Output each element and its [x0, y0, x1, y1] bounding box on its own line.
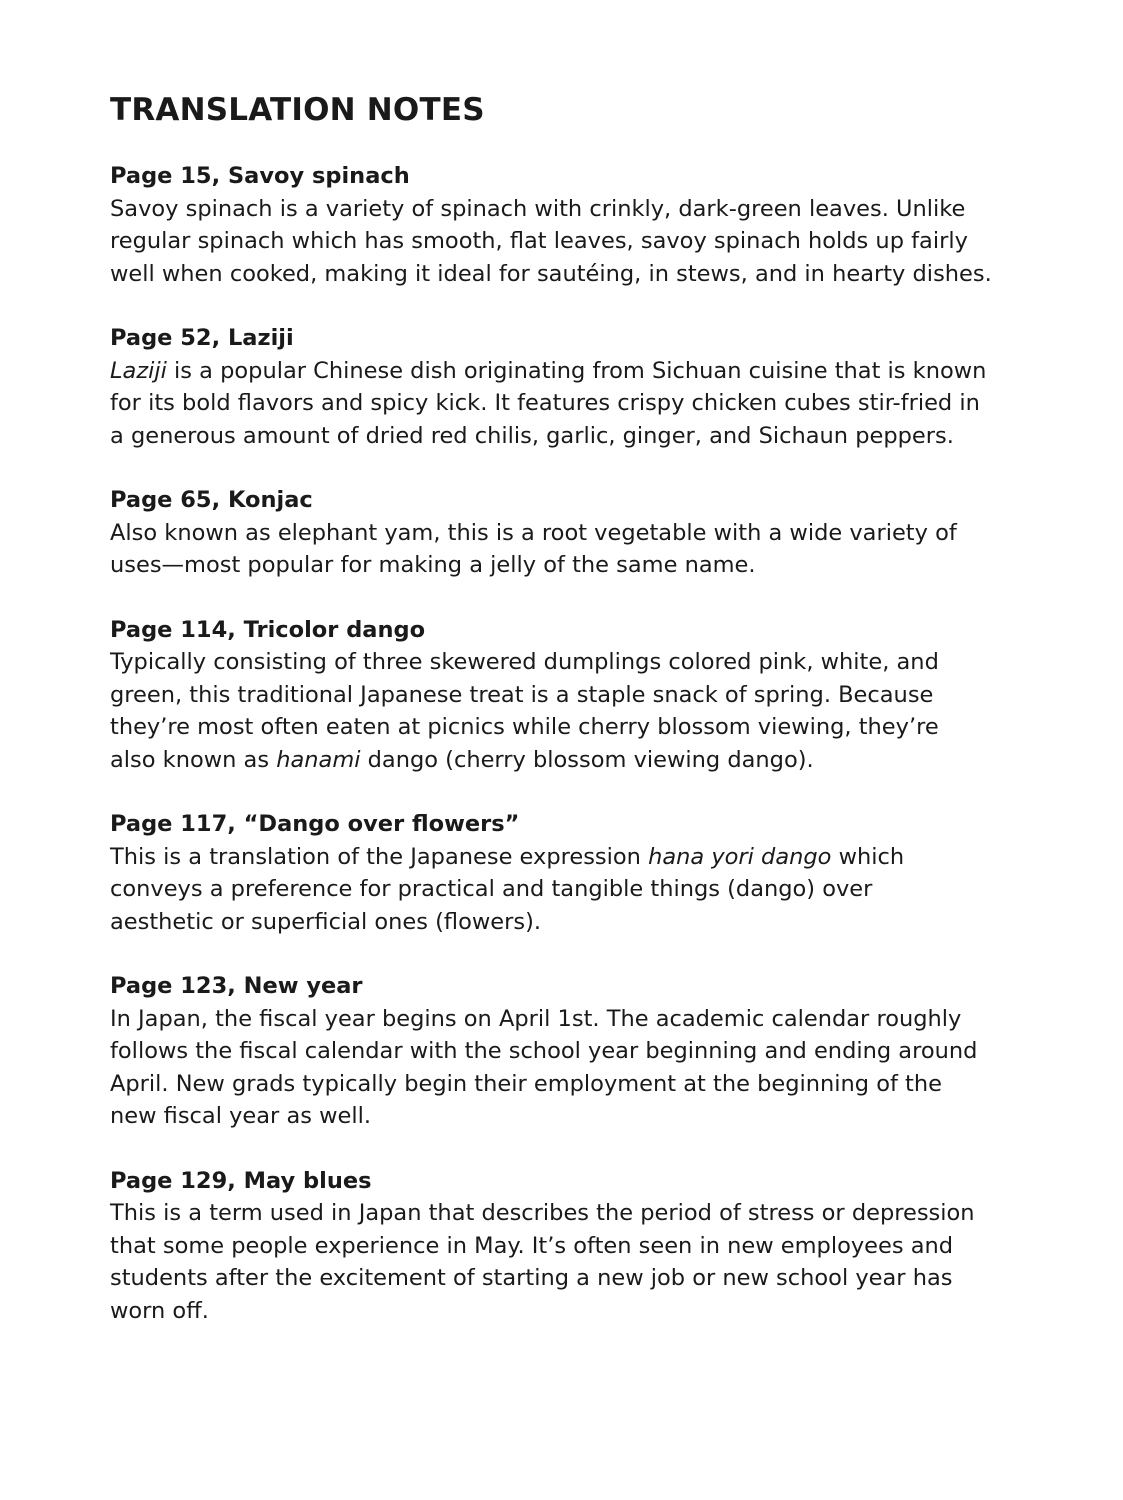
note-heading: Page 123, New year	[110, 973, 363, 999]
note-text: green, this traditional Japanese treat is a staple snack of spring. Because	[110, 681, 934, 708]
note-text: Savoy spinach is a variety of spinach with crinkly, dark-green leaves. Unlike	[110, 195, 966, 222]
note-text: aesthetic or superficial ones (flowers).	[110, 908, 541, 935]
note-text: that some people experience in May. It’s often seen in new employees and	[110, 1232, 954, 1259]
translation-note	[110, 322, 1070, 452]
note-text: students after the excitement of starting a new job or new school year has	[110, 1265, 953, 1291]
note-heading: Page 65, Konjac	[110, 487, 313, 513]
note-text: also known as	[110, 746, 277, 773]
note-body	[110, 841, 1070, 939]
note-body	[110, 193, 1070, 291]
note-text: April. New grads typically begin their employment at the beginning of the	[110, 1070, 942, 1097]
note-body	[110, 517, 1070, 582]
note-heading: Page 15, Savoy spinach	[110, 163, 410, 189]
note-text: This is a translation of the Japanese expression	[110, 843, 649, 870]
note-text: regular spinach which has smooth, flat leaves, savoy spinach holds up fairly	[110, 228, 968, 254]
note-text: Typically consisting of three skewered dumplings colored pink, white, and	[110, 649, 939, 675]
note-text: is a popular Chinese dish originating from Sichuan cuisine that is known	[166, 357, 987, 384]
translation-note	[110, 808, 1070, 938]
italic-term: Laziji	[110, 357, 167, 384]
note-heading: Page 114, Tricolor dango	[110, 616, 426, 643]
note-text: a generous amount of dried red chilis, garlic, ginger, and Sichaun peppers.	[110, 422, 954, 449]
note-text: Also known as elephant yam, this is a root vegetable with a wide variety of	[110, 519, 957, 546]
note-text: conveys a preference for practical and tangible things (dango) over	[110, 876, 873, 902]
note-heading: Page 52, Laziji	[110, 325, 294, 351]
note-text: new fiscal year as well.	[110, 1103, 372, 1129]
note-heading: Page 129, May blues	[110, 1167, 372, 1194]
note-text: uses—most popular for making a jelly of the same name.	[110, 552, 756, 578]
note-text: which	[831, 843, 905, 870]
note-body	[110, 355, 1070, 453]
page-title: TRANSLATION NOTES	[110, 92, 485, 128]
note-body	[110, 646, 1070, 776]
translation-note	[110, 970, 1070, 1133]
note-text: In Japan, the fiscal year begins on April 1st. The academic calendar roughly	[110, 1005, 962, 1032]
note-text: for its bold flavors and spicy kick. It features crispy chicken cubes stir-fried in	[110, 390, 980, 416]
translation-note	[110, 160, 1070, 290]
translation-note	[110, 614, 1070, 777]
note-text: well when cooked, making it ideal for sautéing, in stews, and in hearty dishes.	[110, 260, 992, 287]
note-text: they’re most often eaten at picnics while cherry blossom viewing, they’re	[110, 714, 939, 740]
note-text: dango (cherry blossom viewing dango).	[360, 746, 814, 773]
translation-notes-list	[110, 160, 1070, 1327]
note-body	[110, 1003, 1070, 1133]
document-page	[110, 88, 1070, 1359]
note-body	[110, 1197, 1070, 1327]
note-text: This is a term used in Japan that describes the period of stress or depression	[110, 1200, 975, 1226]
translation-note	[110, 484, 1070, 582]
italic-term: hana yori dango	[648, 843, 832, 870]
note-heading: Page 117, “Dango over flowers”	[110, 811, 520, 837]
note-text: worn off.	[110, 1297, 209, 1324]
translation-note	[110, 1165, 1070, 1328]
note-text: follows the fiscal calendar with the school year beginning and ending around	[110, 1038, 978, 1064]
italic-term: hanami	[276, 746, 361, 773]
